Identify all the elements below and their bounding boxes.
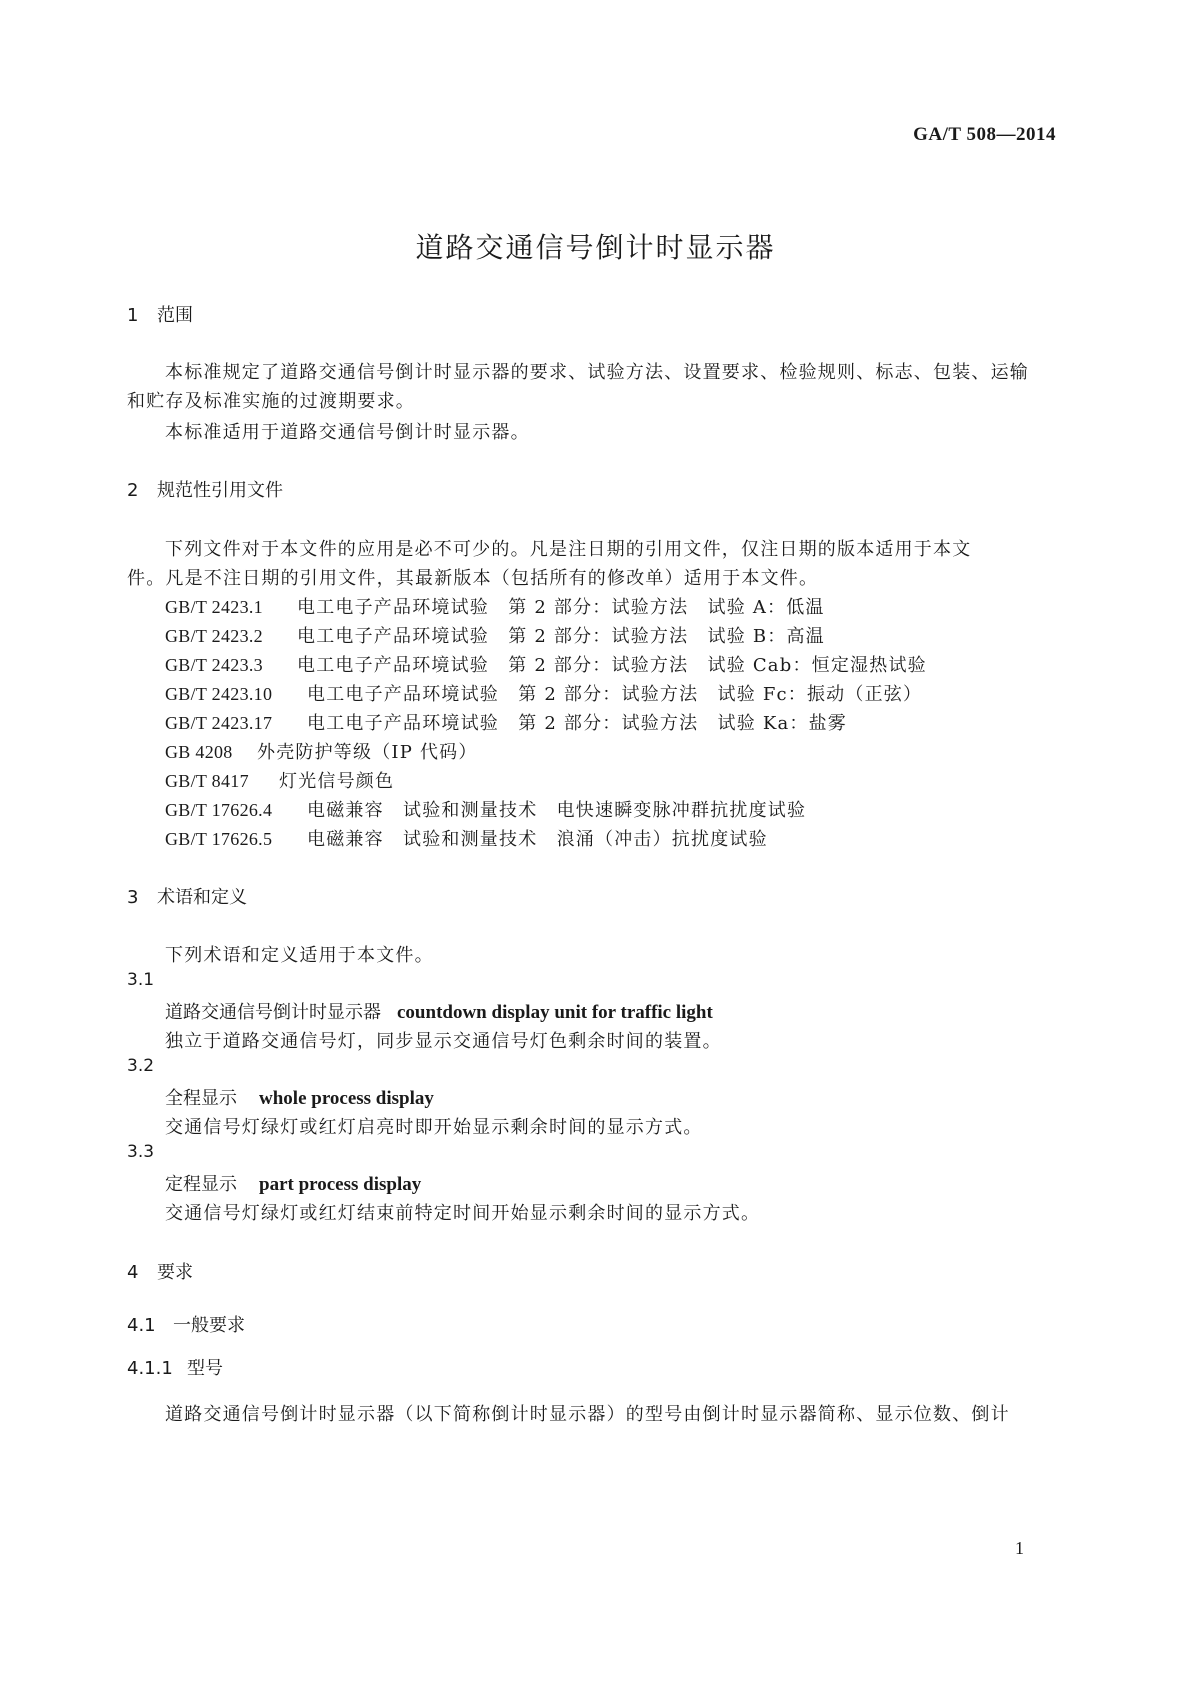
- reference-item: [165, 825, 768, 851]
- reference-title: 电工电子产品环境试验 第 2 部分：试验方法 试验 Cab：恒定湿热试验: [297, 655, 927, 676]
- reference-title: 外壳防护等级（IP 代码）: [257, 742, 478, 763]
- reference-item: [165, 680, 922, 706]
- section-4-heading: [127, 1258, 193, 1284]
- reference-code: GB 4208: [165, 742, 233, 762]
- term-heading: [165, 1084, 434, 1110]
- term-definition: 交通信号灯绿灯或红灯启亮时即开始显示剩余时间的显示方式。: [165, 1117, 703, 1138]
- reference-title: 灯光信号颜色: [279, 771, 395, 792]
- scope-paragraph-1-line-1: 本标准规定了道路交通信号倒计时显示器的要求、试验方法、设置要求、检验规则、标志、包装、运输: [165, 362, 1029, 383]
- section-title: 术语和定义: [157, 887, 247, 908]
- term-heading: [165, 1170, 421, 1196]
- section-number: 4.1: [127, 1315, 156, 1336]
- section-title: 规范性引用文件: [157, 480, 283, 501]
- section-number: 1: [127, 305, 139, 326]
- term-number: 3.2: [127, 1056, 155, 1076]
- section-1-heading: [127, 301, 193, 327]
- term-english-name: whole process display: [259, 1088, 434, 1109]
- term-definition: 独立于道路交通信号灯，同步显示交通信号灯色剩余时间的装置。: [165, 1031, 722, 1052]
- reference-title: 电磁兼容 试验和测量技术 浪涌（冲击）抗扰度试验: [307, 829, 768, 850]
- reference-code: GB/T 2423.1: [165, 597, 263, 617]
- reference-code: GB/T 2423.10: [165, 684, 273, 704]
- term-number: 3.1: [127, 970, 155, 990]
- reference-item: [165, 622, 825, 648]
- reference-title: 电工电子产品环境试验 第 2 部分：试验方法 试验 Ka：盐雾: [307, 713, 847, 734]
- section-number: 4: [127, 1262, 139, 1283]
- reference-title: 电工电子产品环境试验 第 2 部分：试验方法 试验 Fc：振动（正弦）: [307, 684, 923, 705]
- reference-item: [165, 738, 478, 764]
- document-title: 道路交通信号倒计时显示器: [415, 231, 776, 264]
- reference-code: GB/T 2423.3: [165, 655, 263, 675]
- section-title: 要求: [157, 1262, 193, 1283]
- section-title: 型号: [187, 1358, 223, 1379]
- reference-code: GB/T 2423.17: [165, 713, 273, 733]
- reference-title: 电工电子产品环境试验 第 2 部分：试验方法 试验 A：低温: [297, 597, 825, 618]
- normative-intro-line-2: 件。凡是不注日期的引用文件，其最新版本（包括所有的修改单）适用于本文件。: [127, 568, 819, 589]
- term-chinese-name: 道路交通信号倒计时显示器: [165, 1002, 381, 1023]
- terms-intro: 下列术语和定义适用于本文件。: [165, 945, 434, 966]
- term-number: 3.3: [127, 1142, 155, 1162]
- reference-code: GB/T 17626.4: [165, 800, 273, 820]
- scope-paragraph-2: 本标准适用于道路交通信号倒计时显示器。: [165, 422, 530, 443]
- section-number: 3: [127, 887, 139, 908]
- section-4-1-heading: [127, 1311, 245, 1337]
- term-english-name: countdown display unit for traffic light: [397, 1002, 713, 1023]
- normative-intro-line-1: 下列文件对于本文件的应用是必不可少的。凡是注日期的引用文件，仅注日期的版本适用于本文: [165, 539, 972, 560]
- term-definition: 交通信号灯绿灯或红灯结束前特定时间开始显示剩余时间的显示方式。: [165, 1203, 761, 1224]
- reference-code: GB/T 17626.5: [165, 829, 273, 849]
- term-heading: [165, 998, 713, 1024]
- reference-item: [165, 767, 394, 793]
- term-chinese-name: 全程显示: [165, 1088, 237, 1109]
- scope-paragraph-1-line-2: 和贮存及标准实施的过渡期要求。: [127, 391, 415, 412]
- reference-item: [165, 593, 825, 619]
- model-paragraph: 道路交通信号倒计时显示器（以下简称倒计时显示器）的型号由倒计时显示器简称、显示位数、倒计: [165, 1404, 1010, 1425]
- reference-title: 电工电子产品环境试验 第 2 部分：试验方法 试验 B：高温: [297, 626, 825, 647]
- reference-code: GB/T 2423.2: [165, 626, 263, 646]
- reference-code: GB/T 8417: [165, 771, 249, 791]
- term-chinese-name: 定程显示: [165, 1174, 237, 1195]
- reference-item: [165, 796, 806, 822]
- section-number: 2: [127, 480, 139, 501]
- reference-item: [165, 651, 927, 677]
- section-4-1-1-heading: [127, 1354, 223, 1380]
- page-number: 1: [1015, 1538, 1024, 1558]
- term-english-name: part process display: [259, 1174, 422, 1195]
- section-title: 一般要求: [173, 1315, 245, 1336]
- section-title: 范围: [157, 305, 193, 326]
- section-3-heading: [127, 883, 247, 909]
- reference-title: 电磁兼容 试验和测量技术 电快速瞬变脉冲群抗扰度试验: [307, 800, 807, 821]
- standard-code: GA/T 508—2014: [913, 124, 1056, 145]
- section-2-heading: [127, 476, 283, 502]
- section-number: 4.1.1: [127, 1358, 173, 1379]
- reference-item: [165, 709, 847, 735]
